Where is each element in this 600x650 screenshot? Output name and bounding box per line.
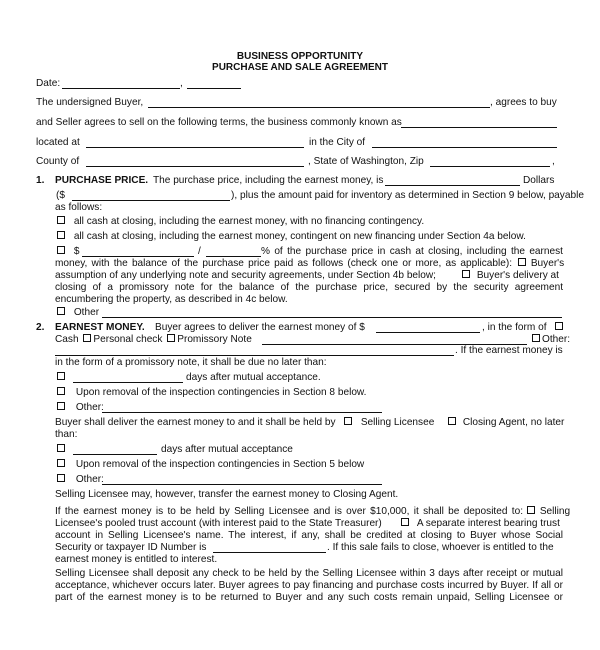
- date-comma: ,: [180, 78, 183, 89]
- percent-slash: /: [198, 246, 201, 257]
- checkbox-icon[interactable]: [57, 372, 65, 380]
- balance-text: money, with the balance of the purchase price paid as follows (check one or more, as applicable):: [55, 258, 512, 269]
- state-zip-label: , State of Washington, Zip: [308, 156, 424, 167]
- earnest-form-options: [55, 334, 252, 346]
- earnest-other-field[interactable]: [55, 355, 454, 356]
- deliver-days-field[interactable]: [73, 454, 157, 455]
- holder-selling-licensee: [342, 417, 434, 429]
- county-label: County of: [36, 156, 80, 167]
- date-field[interactable]: [62, 88, 180, 89]
- personal-check-label: Personal check: [93, 334, 163, 345]
- paren-dollar: ($: [56, 190, 65, 201]
- checkbox-icon[interactable]: [57, 216, 65, 224]
- section-1-number: 1.: [36, 175, 45, 186]
- percent-field[interactable]: [206, 256, 261, 257]
- option-percent: [55, 246, 79, 258]
- buyers-delivery-label: Buyer's delivery at: [476, 270, 559, 281]
- promissory-due-text: in the form of a promissory note, it shall be due no later than:: [55, 357, 327, 368]
- address-field[interactable]: [86, 147, 304, 148]
- checkbox-icon[interactable]: [167, 334, 175, 342]
- separate-trust-label: A separate interest bearing trust: [416, 518, 560, 529]
- buyer-name-field[interactable]: [148, 107, 490, 108]
- checkbox-icon[interactable]: [344, 417, 352, 425]
- pooled-trust-text: Licensee's pooled trust account (with interest paid to the State Treasurer): [55, 518, 382, 529]
- deliver-other-label: Other:: [75, 474, 104, 485]
- percent-amount-field[interactable]: [82, 256, 194, 257]
- promissory-note-label: Promissory Note: [177, 334, 252, 345]
- checkbox-icon[interactable]: [57, 402, 65, 410]
- deposit-text-1: Selling Licensee shall deposit any check to be held by the Selling Licensee within 3 days after receipt or mutual: [55, 568, 563, 579]
- holder-selling-licensee-label: Selling Licensee: [360, 417, 435, 428]
- checkbox-icon[interactable]: [462, 270, 470, 278]
- document-title: BUSINESS OPPORTUNITY: [236, 51, 364, 62]
- price-amount-field[interactable]: [72, 200, 230, 201]
- buyers-assumption-option: [516, 258, 564, 270]
- checkbox-icon[interactable]: [555, 322, 563, 330]
- dollars-label: Dollars: [523, 175, 555, 186]
- entitled-text: earnest money is entitled to interest.: [55, 554, 218, 565]
- located-at-label: located at: [36, 137, 80, 148]
- due-inspection-8-option: [55, 387, 366, 399]
- section-2-number: 2.: [36, 322, 45, 333]
- price-words-field[interactable]: [385, 185, 520, 186]
- document-subtitle: PURCHASE AND SALE AGREEMENT: [212, 62, 388, 73]
- due-days-option: [55, 372, 67, 384]
- holder-closing-agent-label: Closing Agent, no later: [462, 417, 565, 428]
- checkbox-icon[interactable]: [532, 334, 540, 342]
- buyers-label: Buyer's: [530, 258, 565, 269]
- encumbering-text: encumbering the property, as described in 4c below.: [55, 294, 288, 305]
- interest-credit-text: account in Selling Licensee's name. The interest, if any, shall be credited at closing to Buyer whose Social: [55, 530, 563, 541]
- option-all-cash: [55, 216, 424, 228]
- deposit-over-10000-text: If the earnest money is to be held by Selling Licensee and is over $10,000, it shall be deposited to:: [55, 506, 523, 517]
- cash-checkbox: [553, 322, 565, 334]
- deliver-days-option: [55, 444, 67, 456]
- cash-label: Cash: [55, 334, 79, 345]
- checkbox-icon[interactable]: [401, 518, 409, 526]
- checkbox-icon[interactable]: [57, 246, 65, 254]
- than-label: than:: [55, 429, 78, 440]
- deposit-text-3: part of the earnest money is to be returned to Buyer and any such costs remain unpaid, Selling Licensee or: [55, 592, 563, 603]
- checkbox-icon[interactable]: [57, 231, 65, 239]
- earnest-other-label: Other:: [542, 334, 571, 345]
- deposit-text-2: acceptance, whichever occurs later. Buyer agrees to pay financing and purchase costs incurred by Buyer. If all or: [55, 580, 563, 591]
- buyers-delivery-option: [460, 270, 559, 282]
- due-other-field[interactable]: [102, 412, 382, 413]
- holder-closing-agent: [446, 417, 564, 429]
- business-name-field[interactable]: [401, 127, 557, 128]
- agrees-to-buy: , agrees to buy: [490, 97, 557, 108]
- option-other-label: Other: [73, 307, 100, 318]
- city-field[interactable]: [372, 147, 557, 148]
- option-cash-financing: [55, 231, 526, 243]
- pooled-trust-option: [525, 506, 570, 518]
- year-field[interactable]: [187, 88, 241, 89]
- pooled-trust-label: Selling: [539, 506, 571, 517]
- option-all-cash-label: all cash at closing, including the earnest money, with no financing contingency.: [73, 216, 425, 227]
- deliver-days-text: days after mutual acceptance: [161, 444, 293, 455]
- checkbox-icon[interactable]: [527, 506, 535, 514]
- checkbox-icon[interactable]: [57, 459, 65, 467]
- checkbox-icon[interactable]: [57, 387, 65, 395]
- checkbox-icon[interactable]: [448, 417, 456, 425]
- plus-inventory-text: ), plus the amount paid for inventory as determined in Section 9 below, payable: [231, 190, 584, 201]
- purchase-price-text: The purchase price, including the earnest money, is: [153, 175, 384, 186]
- option-cash-financing-label: all cash at closing, including the earnest money, contingent on new financing under Section 4a below.: [73, 231, 526, 242]
- checkbox-icon[interactable]: [57, 307, 65, 315]
- percent-dollar-sign: $: [73, 246, 80, 257]
- deliver-other-field[interactable]: [102, 484, 382, 485]
- deliver-inspection-5-label: Upon removal of the inspection contingencies in Section 5 below: [75, 459, 365, 470]
- deliver-other-option: [55, 474, 104, 486]
- as-follows: as follows:: [55, 202, 103, 213]
- checkbox-icon[interactable]: [518, 258, 526, 266]
- checkbox-icon[interactable]: [57, 444, 65, 452]
- earnest-money-text: Buyer agrees to deliver the earnest money of $: [155, 322, 365, 333]
- assumption-text: assumption of any underlying note and security agreements, under Section 4b below;: [55, 270, 436, 281]
- page-bottom-edge: [0, 640, 600, 650]
- other-terms-field[interactable]: [102, 317, 562, 318]
- earnest-amount-field[interactable]: [376, 332, 480, 333]
- fails-close-text: . If this sale fails to close, whoever is entitled to the: [327, 542, 554, 553]
- taxpayer-id-field[interactable]: [213, 552, 326, 553]
- due-inspection-8-label: Upon removal of the inspection contingencies in Section 8 below.: [75, 387, 367, 398]
- due-days-text: days after mutual acceptance.: [186, 372, 321, 383]
- in-form-of: , in the form of: [482, 322, 547, 333]
- due-other-label: Other:: [75, 402, 104, 413]
- section-2-title: EARNEST MONEY.: [55, 322, 145, 333]
- security-label: Security or taxpayer ID Number is: [55, 542, 207, 553]
- checkbox-icon[interactable]: [83, 334, 91, 342]
- percent-text: % of the purchase price in cash at closing, including the earnest: [261, 246, 563, 257]
- promissory-text: closing of a promissory note for the balance of the purchase price, secured by the security agreement: [55, 282, 563, 293]
- buyer-deliver-text: Buyer shall deliver the earnest money to and it shall be held by: [55, 417, 336, 428]
- transfer-text: Selling Licensee may, however, transfer the earnest money to Closing Agent.: [55, 489, 399, 500]
- deliver-inspection-5-option: [55, 459, 364, 471]
- buyer-label: The undersigned Buyer,: [36, 97, 144, 108]
- seller-agrees: and Seller agrees to sell on the following terms, the business commonly known as: [36, 117, 402, 128]
- separate-trust-option: [399, 518, 560, 530]
- checkbox-icon[interactable]: [57, 474, 65, 482]
- if-earnest-text: . If the earnest money is: [455, 345, 563, 356]
- due-days-field[interactable]: [73, 382, 183, 383]
- section-1-title: PURCHASE PRICE.: [55, 175, 149, 186]
- date-label: Date:: [36, 78, 61, 89]
- zip-comma: ,: [552, 156, 555, 167]
- due-other-option: [55, 402, 104, 414]
- option-other: [55, 307, 99, 319]
- zip-field[interactable]: [430, 166, 550, 167]
- city-label: in the City of: [309, 137, 366, 148]
- county-field[interactable]: [86, 166, 304, 167]
